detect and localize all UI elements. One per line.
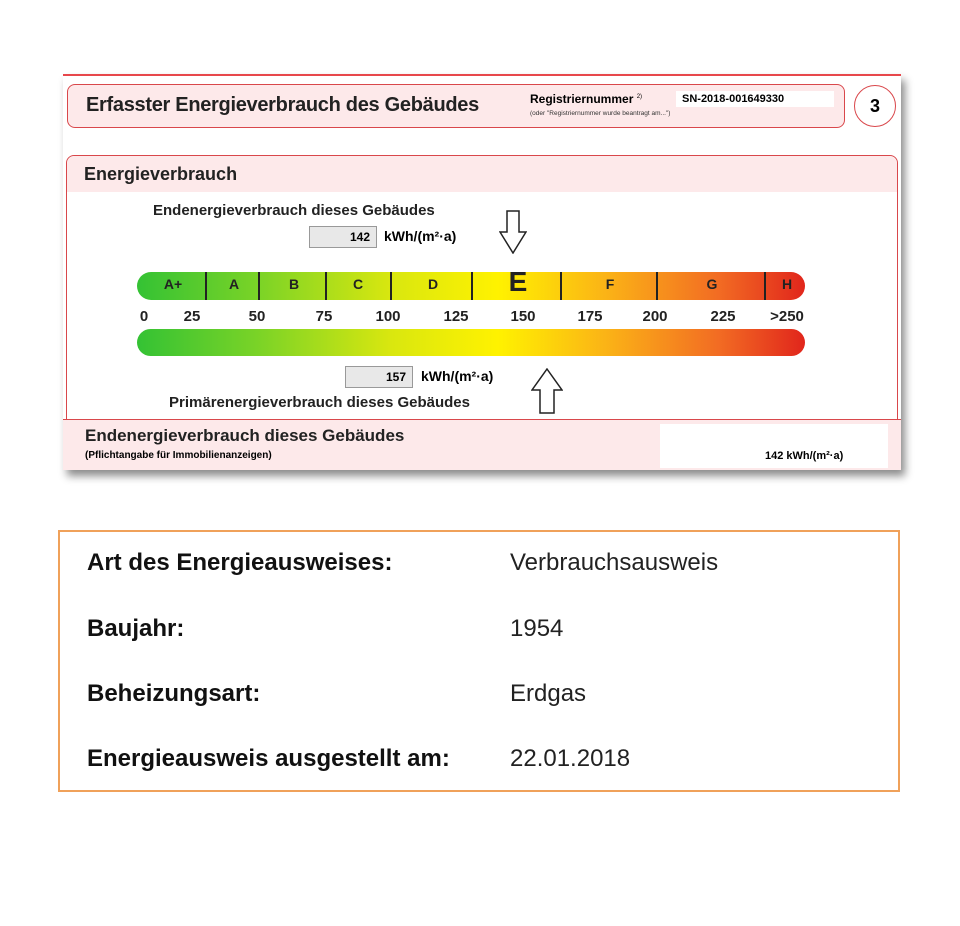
registration-sublabel: (oder "Registriernummer wurde beantragt am..."): [530, 110, 671, 117]
header-title: Erfasster Energieverbrauch des Gebäudes: [86, 94, 479, 116]
final-energy-arrow-icon: [499, 210, 527, 254]
primary-energy-label: Primärenergieverbrauch dieses Gebäudes: [169, 394, 470, 411]
class-label-a: A: [228, 276, 240, 292]
certificate-header: [67, 84, 845, 128]
bottom-subtitle: (Pflichtangabe für Immobilienanzeigen): [85, 450, 272, 461]
scale-tick: >250: [770, 308, 804, 325]
page-number-badge: 3: [854, 85, 896, 127]
bottom-value: 142 kWh/(m²·a): [765, 450, 844, 462]
primary-energy-arrow-icon: [531, 368, 563, 414]
construction-year-label: Baujahr:: [87, 615, 185, 642]
class-label-b: B: [288, 276, 300, 292]
scale-tick: 100: [375, 308, 401, 325]
scale-tick: 125: [443, 308, 469, 325]
heating-type-label: Beheizungsart:: [87, 680, 261, 707]
final-energy-value: 142: [309, 226, 377, 248]
class-divider: [560, 272, 562, 300]
heating-type-value: Erdgas: [510, 680, 587, 707]
certificate-type-label: Art des Energieausweises:: [87, 549, 393, 576]
scale-tick: 175: [577, 308, 603, 325]
primary-energy-unit: kWh/(m²·a): [421, 368, 494, 384]
class-divider: [390, 272, 392, 300]
class-divider: [258, 272, 260, 300]
class-label-h: H: [781, 276, 793, 292]
energy-gradient-bar: [137, 329, 805, 356]
class-divider: [764, 272, 766, 300]
issue-date-label: Energieausweis ausgestellt am:: [87, 745, 450, 772]
top-rule: [63, 74, 901, 76]
energy-certificate-excerpt: [63, 74, 901, 470]
class-divider: [471, 272, 473, 300]
bottom-title: Endenergieverbrauch dieses Gebäudes: [85, 426, 405, 445]
scale-tick: 50: [248, 308, 266, 325]
scale-tick: 150: [510, 308, 536, 325]
scale-tick: 225: [710, 308, 736, 325]
registration-number: SN-2018-001649330: [676, 91, 834, 107]
certificate-type-value: Verbrauchsausweis: [510, 549, 719, 576]
class-label-c: C: [352, 276, 364, 292]
class-label-f: F: [605, 276, 615, 292]
scale-tick: 75: [315, 308, 333, 325]
class-label-d: D: [427, 276, 439, 292]
scale-tick: 25: [183, 308, 201, 325]
construction-year-value: 1954: [510, 615, 564, 642]
issue-date-value: 22.01.2018: [510, 745, 631, 772]
final-energy-unit: kWh/(m²·a): [384, 228, 457, 244]
energy-certificate-info-box: [58, 530, 900, 792]
scale-tick: 0: [139, 308, 149, 325]
registration-label: Registriernummer $^{2)}$: [530, 92, 643, 106]
scale-tick: 200: [642, 308, 668, 325]
primary-energy-value: 157: [345, 366, 413, 388]
section-title: Energieverbrauch: [84, 164, 238, 184]
registration-footnote: 2): [636, 94, 643, 100]
class-divider: [656, 272, 658, 300]
class-label-g: G: [706, 276, 718, 292]
class-divider: [205, 272, 207, 300]
section-header: [67, 156, 897, 192]
class-divider: [325, 272, 327, 300]
class-label-e: E: [508, 266, 528, 297]
class-label-a-plus: A+: [163, 276, 183, 292]
final-energy-label: Endenergieverbrauch dieses Gebäudes: [153, 202, 435, 219]
